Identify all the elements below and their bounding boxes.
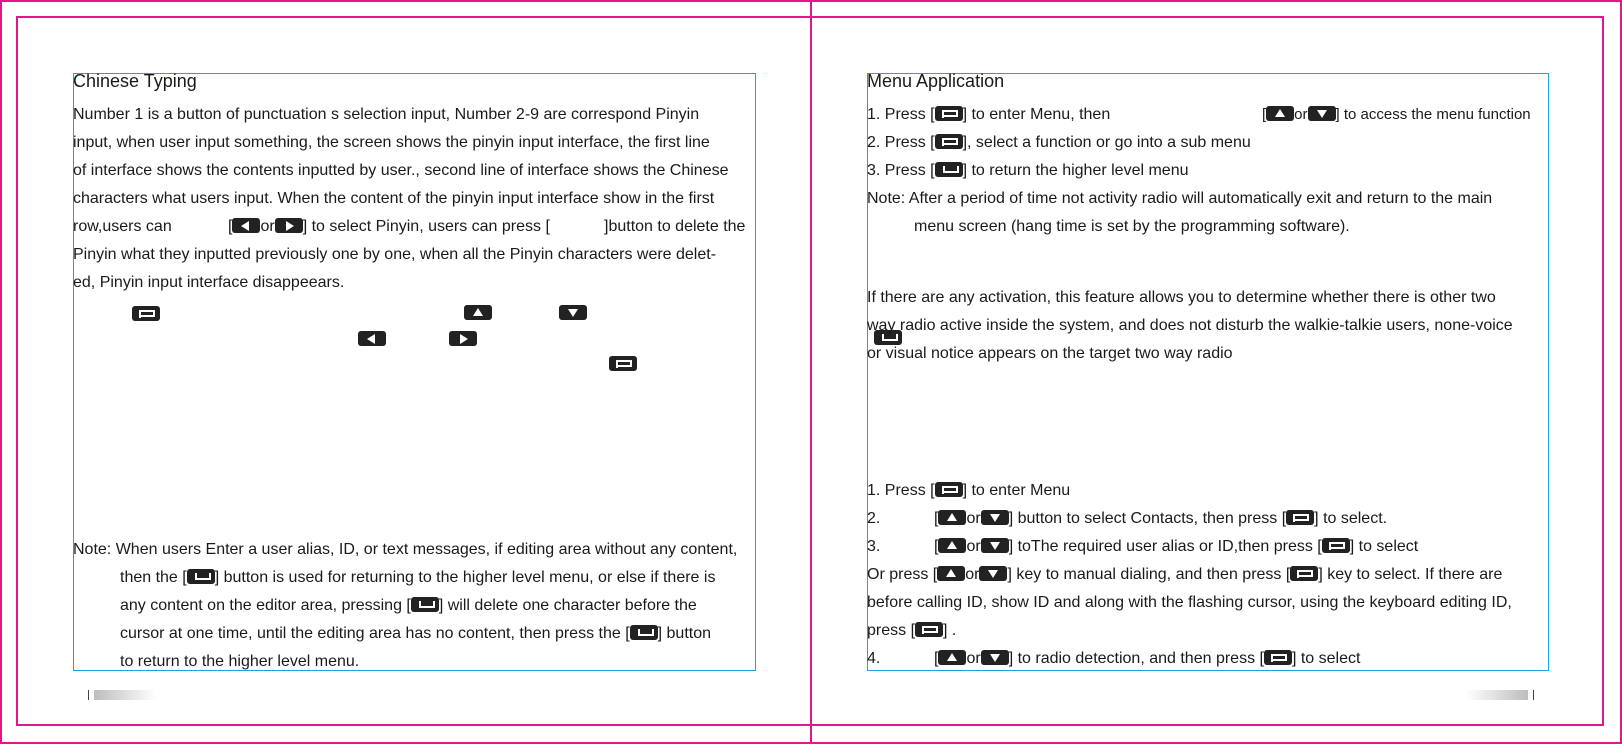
right-para-line: or visual notice appears on the target two way radio bbox=[867, 345, 1233, 362]
left-page-title: Chinese Typing bbox=[73, 71, 197, 91]
right-key-icon bbox=[449, 331, 477, 346]
menu-key-icon bbox=[609, 356, 637, 371]
text-fragment: [ bbox=[934, 510, 939, 527]
down-key-icon bbox=[981, 538, 1009, 553]
text-fragment: ] . bbox=[943, 622, 957, 639]
up-key-icon bbox=[937, 566, 965, 581]
text-fragment: ] key to manual dialing, and then press [ bbox=[1007, 566, 1291, 583]
text-fragment: or bbox=[966, 650, 981, 667]
left-para-line: ed, Pinyin input interface disappeears. bbox=[73, 274, 345, 291]
right-menu-step bbox=[1262, 105, 1531, 125]
text-fragment: press [ bbox=[867, 622, 916, 639]
right-step-line bbox=[867, 621, 956, 641]
menu-key-icon bbox=[1286, 510, 1314, 525]
menu-key-icon bbox=[1322, 538, 1350, 553]
text-fragment: or bbox=[966, 510, 981, 527]
right-step-line bbox=[867, 481, 1070, 501]
text-fragment: ] to radio detection, and then press [ bbox=[1008, 650, 1264, 667]
text-fragment: ] to enter Menu, then bbox=[962, 106, 1111, 123]
left-note-line bbox=[120, 568, 715, 588]
down-key-icon bbox=[981, 650, 1009, 665]
text-fragment: ] to select. bbox=[1314, 510, 1388, 527]
right-page-title: Menu Application bbox=[867, 71, 1005, 91]
text-fragment: or bbox=[260, 218, 275, 235]
up-key-icon bbox=[938, 510, 966, 525]
right-step-number: 2. bbox=[867, 510, 881, 527]
up-key-icon bbox=[464, 305, 492, 320]
menu-key-icon bbox=[935, 134, 963, 149]
page-number-tick bbox=[1533, 690, 1534, 700]
down-key-icon bbox=[981, 510, 1009, 525]
text-fragment: ] toThe required user alias or ID,then press [ bbox=[1008, 538, 1322, 555]
text-fragment: any content on the editor area, pressing [ bbox=[120, 597, 411, 614]
right-step-line bbox=[934, 509, 1387, 529]
right-note-line: Note: After a period of time not activity radio will automatically exit and return to the main bbox=[867, 190, 1493, 207]
right-step-number: 4. bbox=[867, 650, 881, 667]
page-spine bbox=[810, 0, 812, 744]
page-number-bar bbox=[94, 690, 156, 700]
right-menu-step bbox=[867, 105, 1110, 125]
menu-key-icon bbox=[915, 622, 943, 637]
text-fragment: ] will delete one character before the bbox=[438, 597, 697, 614]
left-key-icon bbox=[358, 331, 386, 346]
page-number-tick bbox=[88, 690, 89, 700]
left-para-line bbox=[228, 217, 550, 237]
left-para-line: input, when user input something, the screen shows the pinyin input interface, the first line bbox=[73, 134, 710, 151]
right-para-line: If there are any activation, this feature allows you to determine whether there is other two bbox=[867, 289, 1496, 306]
text-fragment: 3. Press [ bbox=[867, 162, 935, 179]
text-fragment: ] button to select Contacts, then press [ bbox=[1008, 510, 1287, 527]
left-note-line bbox=[73, 540, 737, 560]
note-label: Note: bbox=[73, 541, 112, 558]
text-fragment: or bbox=[966, 538, 981, 555]
down-key-icon bbox=[979, 566, 1007, 581]
text-fragment: ] button is used for returning to the higher level menu, or else if there is bbox=[214, 569, 716, 586]
text-fragment: ] key to select. If there are bbox=[1318, 566, 1503, 583]
left-para-line: ]button to delete the bbox=[604, 218, 746, 235]
right-step-line: before calling ID, show ID and along with the flashing cursor, using the keyboard editing ID, bbox=[867, 594, 1512, 611]
up-key-icon bbox=[1266, 106, 1294, 121]
menu-key-icon bbox=[935, 106, 963, 121]
right-note-line: menu screen (hang time is set by the programming software). bbox=[914, 218, 1350, 235]
left-para-line: of interface shows the contents inputted by user., second line of interface shows the Chinese bbox=[73, 162, 729, 179]
left-para-line: Number 1 is a button of punctuation s selection input, Number 2-9 are correspond Pinyin bbox=[73, 106, 700, 123]
text-fragment: or bbox=[965, 566, 980, 583]
text-fragment: ] to select bbox=[1349, 538, 1419, 555]
text-fragment: 1. Press [ bbox=[867, 106, 935, 123]
right-menu-step bbox=[867, 161, 1188, 181]
right-step-number: 3. bbox=[867, 538, 881, 555]
left-para-line: row,users can bbox=[73, 218, 172, 235]
right-step-line bbox=[934, 537, 1418, 557]
up-key-icon bbox=[938, 538, 966, 553]
down-key-icon bbox=[1308, 106, 1336, 121]
left-note-line bbox=[120, 596, 697, 616]
text-fragment: ] to access the menu function bbox=[1335, 106, 1531, 123]
text-fragment: ] to enter Menu bbox=[962, 482, 1071, 499]
text-fragment: ], select a function or go into a sub menu bbox=[962, 134, 1251, 151]
text-fragment: cursor at one time, until the editing area has no content, then press the [ bbox=[120, 625, 630, 642]
back-key-icon bbox=[935, 162, 963, 177]
right-step-line bbox=[934, 649, 1360, 669]
text-fragment: 1. Press [ bbox=[867, 482, 935, 499]
left-para-line: characters what users input. When the content of the pinyin input interface show in the first bbox=[73, 190, 715, 207]
menu-key-icon bbox=[132, 306, 160, 321]
menu-key-icon bbox=[935, 482, 963, 497]
text-fragment: ] to select bbox=[1291, 650, 1361, 667]
up-key-icon bbox=[938, 650, 966, 665]
left-key-icon bbox=[232, 218, 260, 233]
right-para-line: way radio active inside the system, and does not disturb the walkie-talkie users, none-voice bbox=[867, 317, 1513, 334]
text-fragment: ] to select Pinyin, users can press [ bbox=[302, 218, 550, 235]
text-fragment: [ bbox=[1262, 106, 1267, 123]
down-key-icon bbox=[559, 305, 587, 320]
text-fragment: 2. Press [ bbox=[867, 134, 935, 151]
text-fragment: Or press [ bbox=[867, 566, 938, 583]
back-key-icon bbox=[187, 569, 215, 584]
back-key-icon bbox=[630, 625, 658, 640]
right-step-line bbox=[867, 565, 1502, 585]
right-menu-step bbox=[867, 133, 1251, 153]
text-fragment: or bbox=[1294, 106, 1308, 123]
text-fragment: [ bbox=[934, 650, 939, 667]
menu-key-icon bbox=[1264, 650, 1292, 665]
left-para-line: Pinyin what they inputted previously one by one, when all the Pinyin characters were delet- bbox=[73, 246, 717, 263]
text-fragment: When users Enter a user alias, ID, or text messages, if editing area without any content, bbox=[115, 541, 738, 558]
left-note-line bbox=[120, 624, 711, 644]
menu-key-icon bbox=[1290, 566, 1318, 581]
text-fragment: ] button bbox=[657, 625, 712, 642]
right-key-icon bbox=[275, 218, 303, 233]
text-fragment: [ bbox=[934, 538, 939, 555]
text-fragment: ] to return the higher level menu bbox=[962, 162, 1189, 179]
text-fragment: then the [ bbox=[120, 569, 187, 586]
page-number-bar bbox=[1466, 690, 1528, 700]
text-fragment: [ bbox=[228, 218, 233, 235]
back-key-icon bbox=[411, 597, 439, 612]
left-note-line: to return to the higher level menu. bbox=[120, 653, 360, 670]
